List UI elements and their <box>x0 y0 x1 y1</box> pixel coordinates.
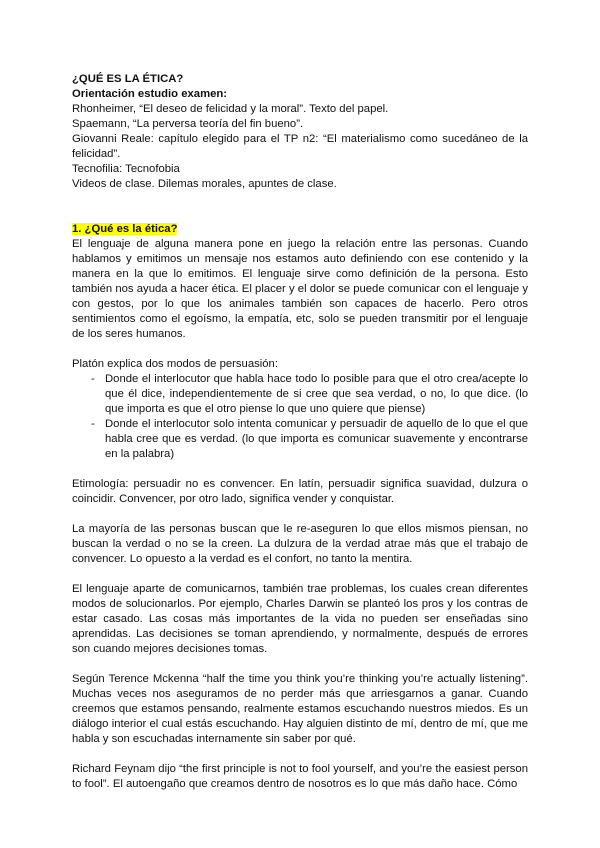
header-line-4: Tecnofilia: Tecnofobia <box>72 163 180 175</box>
list-item <box>72 372 528 417</box>
list-item-text: Donde el interlocutor que habla hace todo lo posible para que el otro crea/acepte lo que él dice, independientemente de si cree que sea verdad, o no, lo que dice. (lo que importa es que el otro piense lo que uno quiere que piense) <box>105 373 528 415</box>
document-title: ¿QUÉ ES LA ÉTICA? <box>72 73 184 85</box>
paragraph-7: Richard Feynam dijo “the first principle is not to fool yourself, and you’re the easiest person to fool”. El autoengaño que creamos dentro de nosotros es lo que más daño hace. Cómo <box>72 763 528 790</box>
spacer <box>72 567 528 582</box>
list-item <box>72 417 528 462</box>
document-subtitle: Orientación estudio examen: <box>72 88 228 100</box>
document-content <box>72 72 528 792</box>
spacer <box>72 507 528 522</box>
header-line-2: Spaemann, “La perversa teoría del fin bueno”. <box>72 118 304 130</box>
spacer <box>72 342 528 357</box>
section-heading <box>72 222 528 237</box>
header-line-5: Videos de clase. Dilemas morales, apuntes de clase. <box>72 178 337 190</box>
paragraph-3: Etimología: persuadir no es convencer. En latín, persuadir significa suavidad, dulzura o coincidir. Convencer, por otro lado, significa vender y conquistar. <box>72 478 528 505</box>
spacer <box>72 192 528 222</box>
spacer <box>72 462 528 477</box>
dash-bullet: - <box>91 373 95 385</box>
header-line-3: Giovanni Reale: capítulo elegido para el TP n2: “El materialismo como sucedáneo de la felicidad”. <box>72 133 528 160</box>
persuasion-list <box>72 372 528 462</box>
paragraph-1: El lenguaje de alguna manera pone en juego la relación entre las personas. Cuando hablamos y emitimos un mensaje nos estamos auto definiendo con ese contenido y la manera en la que lo emitimos. El lenguaje sirve como definición de la persona. Esto también nos ayuda a hacer ética. El placer y el dolor se puede comunicar con el lenguaje y con gestos, por lo que los animales también son capaces de hacerlo. Pero otros sentimientos como el egoísmo, la empatía, etc, solo se pueden transmitir por el lenguaje de los seres humanos. <box>72 238 528 340</box>
list-item-text: Donde el interlocutor solo intenta comunicar y persuadir de aquello de lo que el que habla cree que es verdad. (lo que importa es comunicar suavemente y encontrarse en la palabra) <box>105 418 528 460</box>
spacer <box>72 657 528 672</box>
header-line-1: Rhonheimer, “El deseo de felicidad y la moral”. Texto del papel. <box>72 103 389 115</box>
section-heading-highlight: 1. ¿Qué es la ética? <box>72 223 178 235</box>
paragraph-6: Según Terence Mckenna “half the time you think you’re thinking you’re actually listening”. Muchas veces nos aseguramos de no perder más que arriesgarnos a ganar. Cuando creemos que estamos pensando, realmente estamos escuchando nuestros miedos. Es un diálogo interior el cual estás escuchando. Hay alguien distinto de mí, dentro de mí, que me habla y son escuchadas internamente sin saber por qué. <box>72 673 528 745</box>
spacer <box>72 747 528 762</box>
paragraph-2-intro: Platón explica dos modos de persuasión: <box>72 358 278 370</box>
paragraph-4: La mayoría de las personas buscan que le re-aseguren lo que ellos mismos piensan, no buscan la verdad o no se la creen. La dulzura de la verdad atrae más que el trabajo de convencer. Lo opuesto a la verdad es el confort, no tanto la mentira. <box>72 523 528 565</box>
paragraph-5: El lenguaje aparte de comunicarnos, también trae problemas, los cuales crean diferentes modos de solucionarlos. Por ejemplo, Charles Darwin se planteó los pros y los contras de estar casado. Las cosas más importantes de la vida no pueden ser enseñadas sino aprendidas. Las decisiones se toman aprendiendo, y normalmente, después de errores son cuando mejores decisiones tomas. <box>72 583 528 655</box>
dash-bullet: - <box>91 418 95 430</box>
